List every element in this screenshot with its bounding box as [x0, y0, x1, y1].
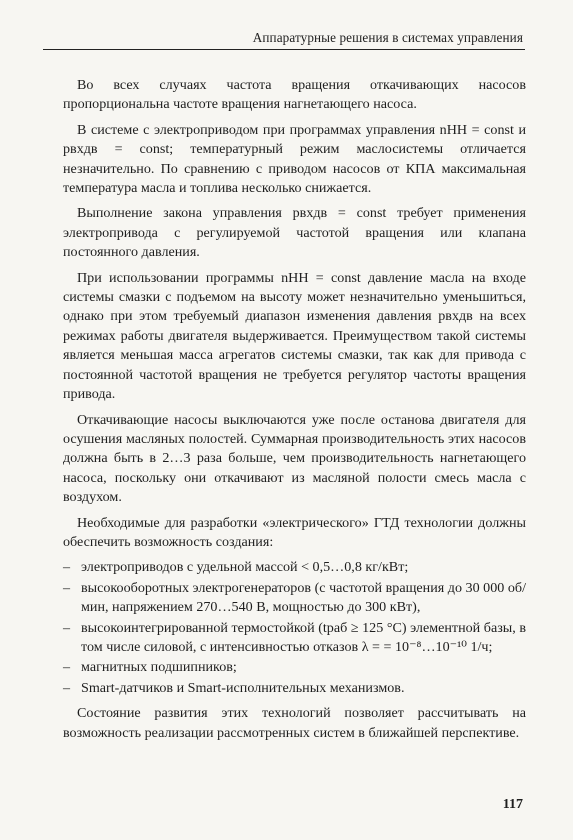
list-bullet: – — [63, 679, 71, 696]
list-bullet: – — [63, 579, 71, 596]
list-item — [63, 679, 526, 698]
paragraph: В системе с электроприводом при программах управления nНН = const и pвхдв = const; температурный режим маслосистемы отличается незначительно. По сравнению с приводом насосов от КПА максимальная температура масла и топлива несколько снижается. — [63, 121, 526, 197]
paragraph: Во всех случаях частота вращения откачивающих насосов пропорциональна частоте вращения нагнетающего насоса. — [63, 77, 526, 113]
technology-list — [63, 558, 526, 698]
paragraph: Выполнение закона управления pвхдв = const требует применения электропривода с регулируемой частотой вращения или клапана постоянного давления. — [63, 205, 526, 261]
list-bullet: – — [63, 619, 71, 636]
list-bullet: – — [63, 659, 71, 676]
list-bullet: – — [63, 559, 71, 576]
list-item-text: магнитных подшипников; — [81, 659, 237, 676]
header-rule — [43, 49, 525, 50]
page-number: 117 — [502, 797, 523, 812]
list-item — [63, 579, 526, 618]
list-item — [63, 558, 526, 577]
list-item — [63, 658, 526, 677]
list-item-text: высокооборотных электрогенераторов (с частотой вращения до 30 000 об/мин, напряжением 270…540 В, мощностью до 300 кВт), — [81, 579, 526, 616]
list-item-text: Smart-датчиков и Smart-исполнительных механизмов. — [81, 679, 405, 696]
running-header: Аппаратурные решения в системах управления — [252, 30, 523, 45]
list-item-text: электроприводов с удельной массой < 0,5…0,8 кг/кВт; — [81, 559, 409, 576]
body-text — [63, 76, 526, 749]
paragraph: При использовании программы nНН = const давление масла на входе системы смазки с подъемом на высоту может незначительно уменьшиться, однако при этом требуемый диапазон изменения давления pвхдв на всех режимах работы двигателя выдерживается. Преимуществом такой системы является меньшая масса агрегатов системы смазки, так как для привода с постоянной частотой вращения не требуется регулятор частоты вращения привода. — [63, 269, 526, 403]
closing-paragraph: Состояние развития этих технологий позволяет рассчитывать на возможность реализации рассмотренных систем в ближайшей перспективе. — [63, 705, 526, 741]
list-item — [63, 619, 526, 658]
list-item-text: высокоинтегрированной термостойкой (tраб ≥ 125 °C) элементной базы, в том числе силовой, с интенсивностью отказов λ = = 10⁻⁸…10⁻¹⁰ 1/ч; — [81, 619, 526, 655]
paragraph: Необходимые для разработки «электрического» ГТД технологии должны обеспечить возможность создания: — [63, 514, 526, 550]
paragraph: Откачивающие насосы выключаются уже после останова двигателя для осушения масляных полостей. Суммарная производительность этих насосов должна быть в 2…3 раза больше, чем производительность нагнетающего насоса, поскольку они откачивают из масляной полости смесь масла с воздухом. — [63, 411, 526, 506]
